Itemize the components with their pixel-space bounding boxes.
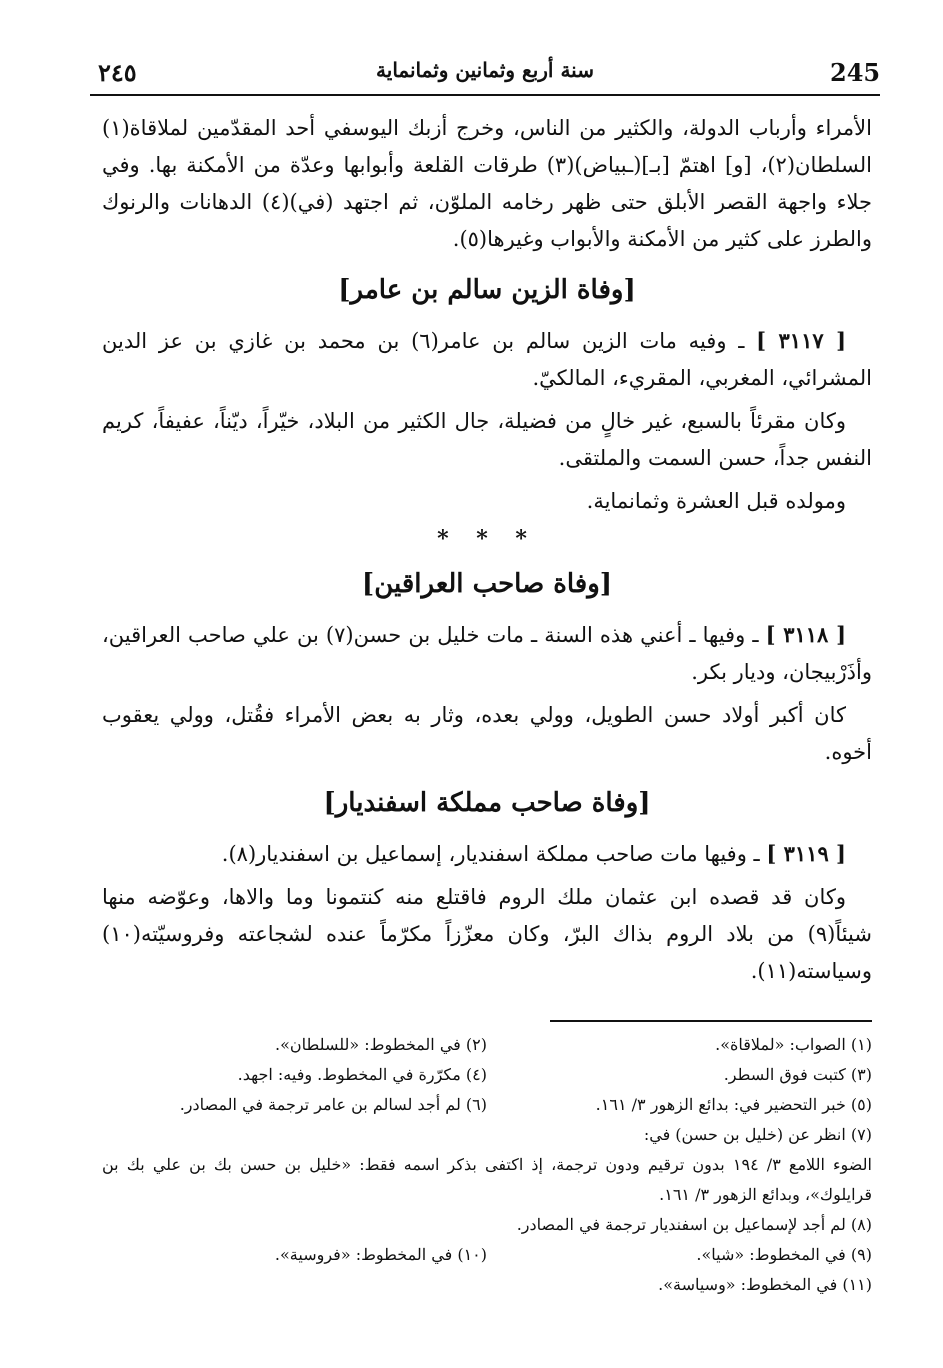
footnotes — [102, 1030, 872, 1300]
page-number-latin: 245 — [830, 58, 881, 87]
entry-3117-text: ـ وفيه مات الزين سالم بن عامر(٦) بن محمد بن غازي بن عز الدين المشرائي، المغربي، المقريء، المالكيّ. — [102, 329, 872, 390]
entry-3119-paragraph-2: وكان قد قصده ابن عثمان ملك الروم فاقتلع منه كنتمونا وما والاها، وعوّضه منها شيئاً(٩) من بلاد الروم بذاك البرّ، وكان معزّزاً مكرّماً عنده لشجاعته وفروسيّته(١٠) وسياسته(١١). — [102, 885, 872, 983]
entry-3117 — [102, 322, 872, 397]
footnote-6: (٦) لم أجد لسالم بن عامر ترجمة في المصادر. — [179, 1095, 487, 1114]
header-rule — [90, 94, 880, 96]
footnote-1: (١) الصواب: «لملاقاة». — [715, 1035, 872, 1054]
footnote-row — [102, 1090, 872, 1120]
footnote-11: (١١) في المخطوط: «وسياسة». — [658, 1275, 872, 1294]
footnote-rule — [550, 1020, 872, 1022]
entry-number-3117: [ ٣١١٧ ] — [756, 328, 847, 353]
page-header — [90, 48, 880, 96]
footnote-9: (٩) في المخطوط: «شيا». — [696, 1245, 872, 1264]
entry-number-3119: [ ٣١١٩ ] — [766, 841, 846, 866]
footnote-2: (٢) في المخطوط: «للسلطان». — [275, 1035, 487, 1054]
footnote-row — [102, 1060, 872, 1090]
heading-3117: [وفاة الزين سالم بن عامر] — [338, 275, 636, 305]
footnote-row — [102, 1240, 872, 1270]
footnote-8: (٨) لم أجد لإسماعيل بن اسفنديار ترجمة في المصادر. — [516, 1215, 872, 1234]
footnote-7: (٧) انظر عن (خليل بن حسن) في: — [643, 1125, 872, 1144]
footnote-row — [102, 1030, 872, 1060]
entry-3118 — [102, 616, 872, 691]
heading-3119: [وفاة صاحب مملكة اسفنديار] — [323, 788, 651, 818]
section-separator-stars: * * * — [437, 526, 537, 552]
heading-3118: [وفاة صاحب العراقين] — [361, 569, 613, 599]
entry-number-3118: [ ٣١١٨ ] — [765, 622, 846, 647]
entry-3118-text: ـ وفيها ـ أعني هذه السنة ـ مات خليل بن حسن(٧) بن علي صاحب العراقين، وأذَرْبيجان، وديار بكر. — [102, 623, 872, 684]
entry-3117-paragraph-3: ومولده قبل العشرة وثمانماية. — [586, 489, 846, 513]
footnote-10: (١٠) في المخطوط: «فروسية». — [274, 1245, 487, 1264]
intro-paragraph: الأمراء وأرباب الدولة، والكثير من الناس، وخرج أزبك اليوسفي أحد المقدّمين لملاقاة(١) السلطان(٢)، [و] اهتمّ [بـ](ـبياض)(٣) طرقات القلعة وأبوابها وعدّة من الأمكنة بها. وفي جلاء واجهة القصر الأبلق حتى ظهر رخامه الملوّن، ثم اجتهد (في)(٤) الدهانات والرنوك والطرز على كثير من الأمكنة والأبواب وغيرها(٥). — [102, 116, 873, 251]
footnote-7-body: الضوء اللامع ٣/ ١٩٤ بدون ترقيم ودون ترجمة، إذ اكتفى بذكر اسمه فقط: «خليل بن حسن بك بن علي بك بن قرايلوك»، وبدائع الزهور ٣/ ١٦١. — [102, 1155, 872, 1204]
entry-3117-paragraph-2: وكان مقرئاً بالسبع، غير خالٍ من فضيلة، جال الكثير من البلاد، خيّراً، ديّناً، عفيفاً، كريم النفس جداً، حسن السمت والملتقى. — [102, 409, 872, 470]
page-number-arabic: ٢٤٥ — [98, 58, 137, 87]
footnote-3: (٣) كتبت فوق السطر. — [723, 1065, 872, 1084]
entry-3119-text: ـ وفيها مات صاحب مملكة اسفنديار، إسماعيل بن اسفنديار(٨). — [221, 842, 767, 866]
entry-3119 — [102, 835, 872, 873]
footnote-5: (٥) خبر التحضير في: بدائع الزهور ٣/ ١٦١. — [595, 1095, 872, 1114]
footnote-4: (٤) مكرّرة في المخطوط. وفيه: اجهد. — [237, 1065, 487, 1084]
running-title: سنة أربع وثمانين وثمانماية — [376, 58, 594, 82]
main-text — [102, 110, 872, 996]
entry-3118-paragraph-2: كان أكبر أولاد حسن الطويل، وولي بعده، وثار به بعض الأمراء فقُتل، وولي يعقوب أخوه. — [102, 703, 872, 764]
